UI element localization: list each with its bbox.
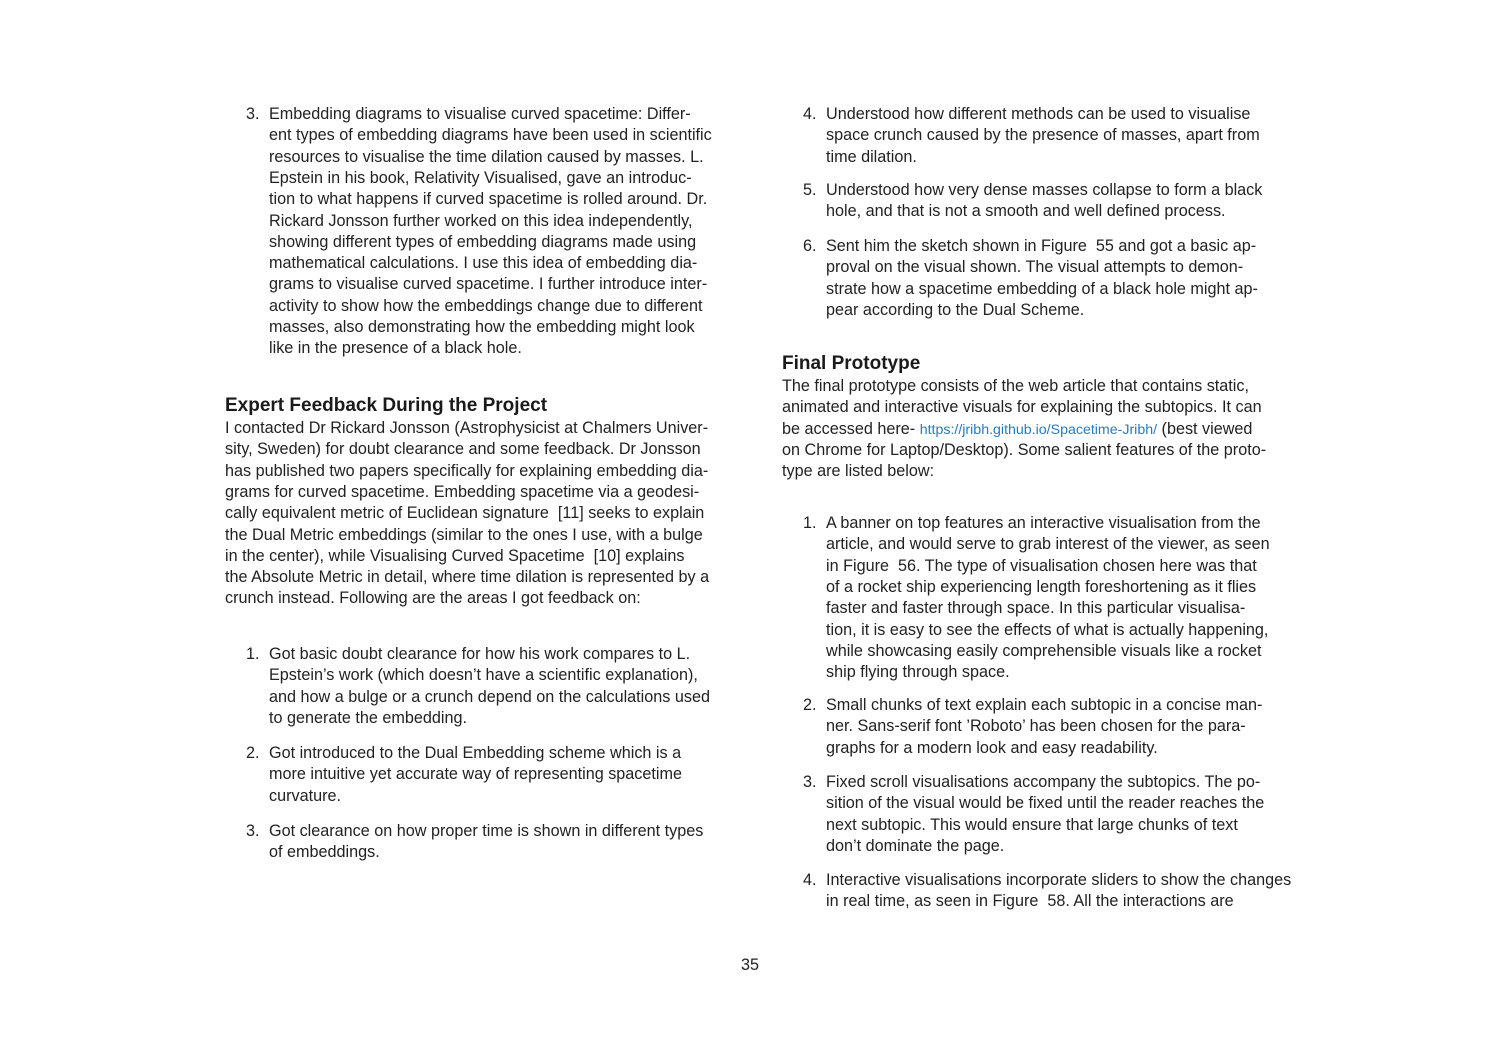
- embedding-diagrams-item-number: 3.: [246, 105, 260, 123]
- feedback-item-number: 6.: [803, 237, 817, 255]
- embedding-diagrams-item-line: showing different types of embedding diagrams made using: [269, 232, 697, 251]
- prototype-feature-item-line: Fixed scroll visualisations accompany the subtopics. The po-: [826, 773, 1261, 791]
- feedback-item-line: Got basic doubt clearance for how his work compares to L.: [269, 645, 691, 663]
- feedback-item-line: curvature.: [269, 786, 341, 805]
- prototype-link[interactable]: https://jribh.github.io/Spacetime-Jribh/: [919, 421, 1158, 438]
- embedding-diagrams-item-line: Epstein in his book, Relativity Visualised, gave an introduc-: [269, 168, 692, 187]
- feedback-item-line: space crunch caused by the presence of masses, apart from: [826, 126, 1260, 145]
- prototype-access-text: be accessed here-: [782, 419, 920, 438]
- feedback-item-line: more intuitive yet accurate way of representing spacetime: [269, 765, 682, 784]
- feedback-item-line: Understood how very dense masses collapse to form a black: [826, 181, 1263, 199]
- feedback-item-line: Got introduced to the Dual Embedding scheme which is a: [269, 744, 682, 762]
- prototype-feature-item-line: Small chunks of text explain each subtopic in a concise man-: [826, 696, 1263, 714]
- embedding-diagrams-item-line: grams to visualise curved spacetime. I further introduce inter-: [269, 275, 708, 294]
- feedback-paragraph-line: sity, Sweden) for doubt clearance and some feedback. Dr Jonsson: [225, 440, 701, 459]
- feedback-item-line: of embeddings.: [269, 843, 380, 862]
- prototype-paragraph-line: animated and interactive visuals for explaining the subtopics. It can: [782, 398, 1262, 417]
- prototype-feature-item-line: of a rocket ship experiencing length foreshortening as it flies: [826, 577, 1257, 596]
- prototype-feature-item-number: 1.: [803, 514, 817, 532]
- prototype-paragraph-line: on Chrome for Laptop/Desktop). Some salient features of the proto-: [782, 440, 1267, 459]
- feedback-paragraph-line: grams for curved spacetime. Embedding spacetime via a geodesi-: [225, 482, 700, 501]
- feedback-item-number: 1.: [246, 645, 260, 663]
- feedback-item-line: Epstein’s work (which doesn’t have a scientific explanation),: [269, 666, 698, 685]
- prototype-access-suffix: (best viewed: [1157, 419, 1253, 438]
- prototype-feature-item-number: 3.: [803, 773, 817, 791]
- embedding-diagrams-item-line: Rickard Jonsson further worked on this idea independently,: [269, 211, 693, 230]
- prototype-feature-item-line: while showcasing easily comprehensible visuals like a rocket: [826, 641, 1262, 660]
- prototype-feature-item-line: don’t dominate the page.: [826, 836, 1005, 855]
- page-number: 35: [740, 956, 759, 974]
- prototype-feature-item-line: faster and faster through space. In this particular visualisa-: [826, 599, 1246, 618]
- feedback-item-line: Understood how different methods can be used to visualise: [826, 105, 1251, 123]
- prototype-feature-item-line: tion, it is easy to see the effects of what is actually happening,: [826, 620, 1269, 639]
- feedback-item-line: Sent him the sketch shown in Figure 55 and got a basic ap-: [826, 237, 1257, 255]
- feedback-item-number: 5.: [803, 181, 817, 199]
- feedback-item-line: Got clearance on how proper time is shown in different types: [269, 822, 704, 840]
- feedback-item-line: and how a bulge or a crunch depend on the calculations used: [269, 687, 710, 706]
- prototype-paragraph-line: The final prototype consists of the web article that contains static,: [782, 377, 1249, 395]
- embedding-diagrams-item-line: Embedding diagrams to visualise curved spacetime: Differ-: [269, 105, 691, 123]
- prototype-feature-item-line: article, and would serve to grab interest of the viewer, as seen: [826, 535, 1270, 554]
- feedback-paragraph-line: cally equivalent metric of Euclidean signature [11] seeks to explain: [225, 504, 705, 523]
- feedback-paragraph-line: the Absolute Metric in detail, where time dilation is represented by a: [225, 568, 710, 587]
- feedback-heading: Expert Feedback During the Project: [225, 395, 548, 416]
- embedding-diagrams-item-line: like in the presence of a black hole.: [269, 339, 522, 358]
- prototype-feature-item-line: sition of the visual would be fixed until the reader reaches the: [826, 794, 1265, 813]
- prototype-feature-item-line: in real time, as seen in Figure 58. All the interactions are: [826, 892, 1234, 911]
- feedback-item-line: to generate the embedding.: [269, 708, 467, 727]
- prototype-paragraph-line: [782, 419, 1252, 441]
- prototype-feature-item-line: ner. Sans-serif font ’Roboto’ has been chosen for the para-: [826, 717, 1246, 736]
- embedding-diagrams-item-line: masses, also demonstrating how the embedding might look: [269, 318, 695, 336]
- feedback-item-line: pear according to the Dual Scheme.: [826, 300, 1085, 319]
- embedding-diagrams-item-line: mathematical calculations. I use this idea of embedding dia-: [269, 254, 698, 273]
- prototype-feature-item-line: graphs for a modern look and easy readability.: [826, 738, 1158, 757]
- prototype-feature-item-line: A banner on top features an interactive visualisation from the: [826, 514, 1261, 532]
- feedback-item-number: 3.: [246, 822, 260, 840]
- feedback-paragraph-line: I contacted Dr Rickard Jonsson (Astrophysicist at Chalmers Univer-: [225, 419, 709, 437]
- embedding-diagrams-item-line: ent types of embedding diagrams have been used in scientific: [269, 126, 712, 145]
- prototype-feature-item-line: ship flying through space.: [826, 663, 1010, 682]
- prototype-feature-item-line: Interactive visualisations incorporate sliders to show the changes: [826, 871, 1292, 889]
- embedding-diagrams-item-line: resources to visualise the time dilation caused by masses. L.: [269, 147, 704, 166]
- prototype-feature-item-number: 4.: [803, 871, 817, 889]
- feedback-paragraph-line: crunch instead. Following are the areas I got feedback on:: [225, 589, 641, 608]
- prototype-heading: Final Prototype: [782, 353, 921, 374]
- prototype-feature-item-line: next subtopic. This would ensure that large chunks of text: [826, 815, 1238, 834]
- feedback-item-number: 4.: [803, 105, 817, 123]
- feedback-item-line: hole, and that is not a smooth and well defined process.: [826, 202, 1226, 221]
- embedding-diagrams-item-line: tion to what happens if curved spacetime is rolled around. Dr.: [269, 190, 708, 209]
- feedback-item-line: strate how a spacetime embedding of a black hole might ap-: [826, 279, 1258, 298]
- feedback-item-line: proval on the visual shown. The visual attempts to demon-: [826, 258, 1244, 277]
- prototype-paragraph-line: type are listed below:: [782, 462, 935, 481]
- feedback-paragraph-line: has published two papers specifically for explaining embedding dia-: [225, 461, 709, 480]
- prototype-feature-item-number: 2.: [803, 696, 817, 714]
- feedback-paragraph-line: the Dual Metric embeddings (similar to the ones I use, with a bulge: [225, 525, 703, 544]
- feedback-item-line: time dilation.: [826, 147, 917, 166]
- prototype-feature-item-line: in Figure 56. The type of visualisation chosen here was that: [826, 556, 1257, 575]
- feedback-paragraph-line: in the center), while Visualising Curved Spacetime [10] explains: [225, 546, 685, 565]
- embedding-diagrams-item-line: activity to show how the embeddings change due to different: [269, 296, 703, 315]
- feedback-item-number: 2.: [246, 744, 260, 762]
